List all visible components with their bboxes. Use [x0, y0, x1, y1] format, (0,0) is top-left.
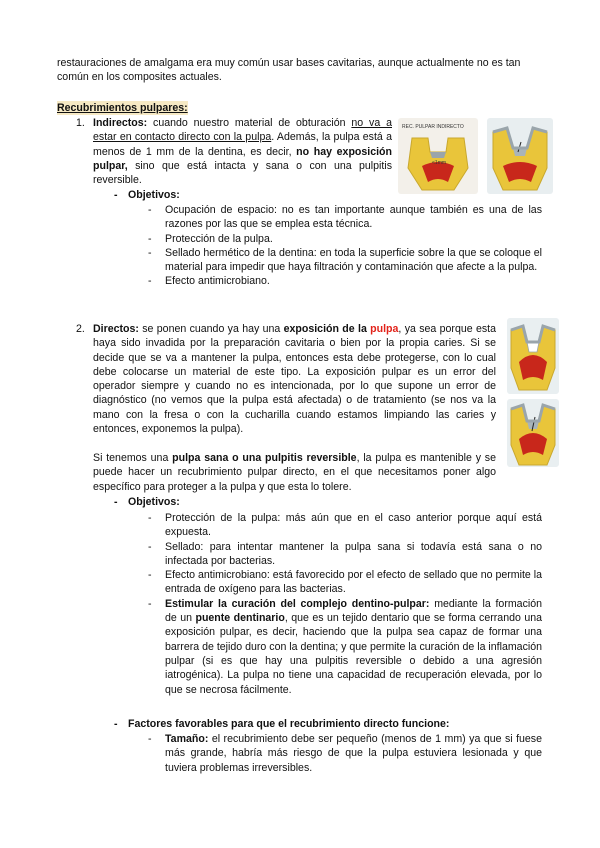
- figure-caption: REC. PULPAR INDIRECTO: [402, 124, 464, 130]
- list-item: - Sellado: para intentar mantener la pulpa sana si todavía está sana o no infectada por bacterias.: [148, 540, 542, 567]
- directos-paragraph-2: Si tenemos una pulpa sana o una pulpitis reversible, la pulpa es mantenible y se puede hacer un recubrimiento pulpar directo, en el que necesitamos poner algo específico para proteger a la pulpa y que esta lo tolere.: [93, 452, 496, 493]
- directos-objetivos-heading: - Objetivos:: [114, 496, 180, 508]
- directos-objetivos-label: Objetivos:: [128, 496, 180, 508]
- list-item: - Sellado hermético de la dentina: en toda la superficie sobre la que se coloque el material para impedir que haya filtración y contaminación que afecte a la pulpa.: [148, 246, 542, 274]
- factores-heading: - Factores favorables para que el recubrimiento directo funcione:: [114, 718, 450, 730]
- list-item: - Protección de la pulpa: más aún que en el caso anterior porque aquí está expuesta.: [148, 512, 542, 539]
- intro-paragraph: [57, 56, 543, 85]
- section-title: Recubrimientos pulpares:: [57, 102, 188, 114]
- list-item: - Estimular la curación del complejo dentino-pulpar: mediante la formación de un puente dentinario, que es un tejido dentario que se forma cerrando una exposición pulpar, es decir, haciendo que la pulpa sea capaz de formar una barrera de tejido duro con la dentina; y que permite la curación de la inflamación pulpar (si es que hay una pulpitis reversible o debido a una agresión iatrogénica). La pulpa no tiene una capacidad de recuperación elevada, por lo que se necrosa fácilmente.: [148, 597, 543, 696]
- figure-direct-1: [507, 318, 559, 394]
- indirectos-text-c: sino que está intacta y sana o con una pulpitis reversible.: [93, 159, 392, 187]
- list-item: - Ocupación de espacio: no es tan importante aunque también es una de las razones por las que se emplea esta técnica.: [148, 204, 542, 231]
- indirectos-text-b: . Además, la pulpa está a menos de 1 mm de la dentina, es decir,: [93, 131, 392, 158]
- figure-indirect-2: [487, 118, 553, 194]
- intro-line-1: restauraciones de amalgama era muy común usar bases cavitarias, aunque actualmente no es tan: [57, 57, 521, 69]
- list-item: - Efecto antimicrobiano.: [148, 275, 270, 288]
- indirectos-objetivos-label: Objetivos:: [128, 189, 180, 201]
- factores-label: Factores favorables para que el recubrimiento directo funcione:: [128, 718, 450, 730]
- indirectos-bold: no hay exposición pulpar,: [93, 145, 392, 172]
- indirectos-objetivos-list: [148, 203, 542, 289]
- item-number-1: 1.: [76, 117, 85, 129]
- directos-label: Directos:: [93, 323, 139, 335]
- item-number-2: 2.: [76, 323, 85, 335]
- list-item: - Protección de la pulpa.: [148, 232, 273, 245]
- figure-label: <1mm: [432, 160, 447, 166]
- pulpa-highlight: pulpa: [370, 323, 399, 335]
- indirectos-paragraph: [93, 116, 392, 187]
- indirectos-label: Indirectos:: [93, 117, 148, 129]
- indirectos-underlined: no va a estar en contacto directo con la pulpa: [93, 117, 392, 144]
- directos-objetivos-list: [148, 511, 542, 697]
- figure-indirect-1: [398, 118, 478, 194]
- figure-direct-2: [507, 399, 559, 467]
- intro-line-2: común en los composites actuales.: [57, 71, 222, 84]
- directos-paragraph: Directos: se ponen cuando ya hay una exposición de la pulpa, ya sea porque esta haya sido invadida por la preparación cavitaria o bien por la propia caries. Si se decide que se va a mantener la pulpa, entonces esta debe protegerse, con lo cual debe colocarse un material de este tipo. La exposición pulpar es un error del operador siempre y cuando no es intencionada, por lo que supone un error de diagnóstico (no vemos que la pulpa está afectada) o de tratamiento (se nos va la mano con la fresa o con la cucharilla cuando estamos limpiando las caries y entonces, exponemos la pulpa).: [93, 323, 496, 436]
- indirectos-text-a: cuando nuestro material de obturación: [147, 117, 352, 129]
- list-item: - Tamaño: el recubrimiento debe ser pequeño (menos de 1 mm) ya que si fuese más grande, habría más riesgo de que la pulpa estuviera lesionada y que tuviera problemas irreversibles.: [148, 733, 542, 774]
- list-item: - Efecto antimicrobiano: está favorecido por el efecto de sellado que no permite la entrada de oxígeno para las bacterias.: [148, 569, 542, 596]
- factores-list: [148, 732, 542, 775]
- indirectos-objetivos-heading: - Objetivos:: [114, 189, 180, 201]
